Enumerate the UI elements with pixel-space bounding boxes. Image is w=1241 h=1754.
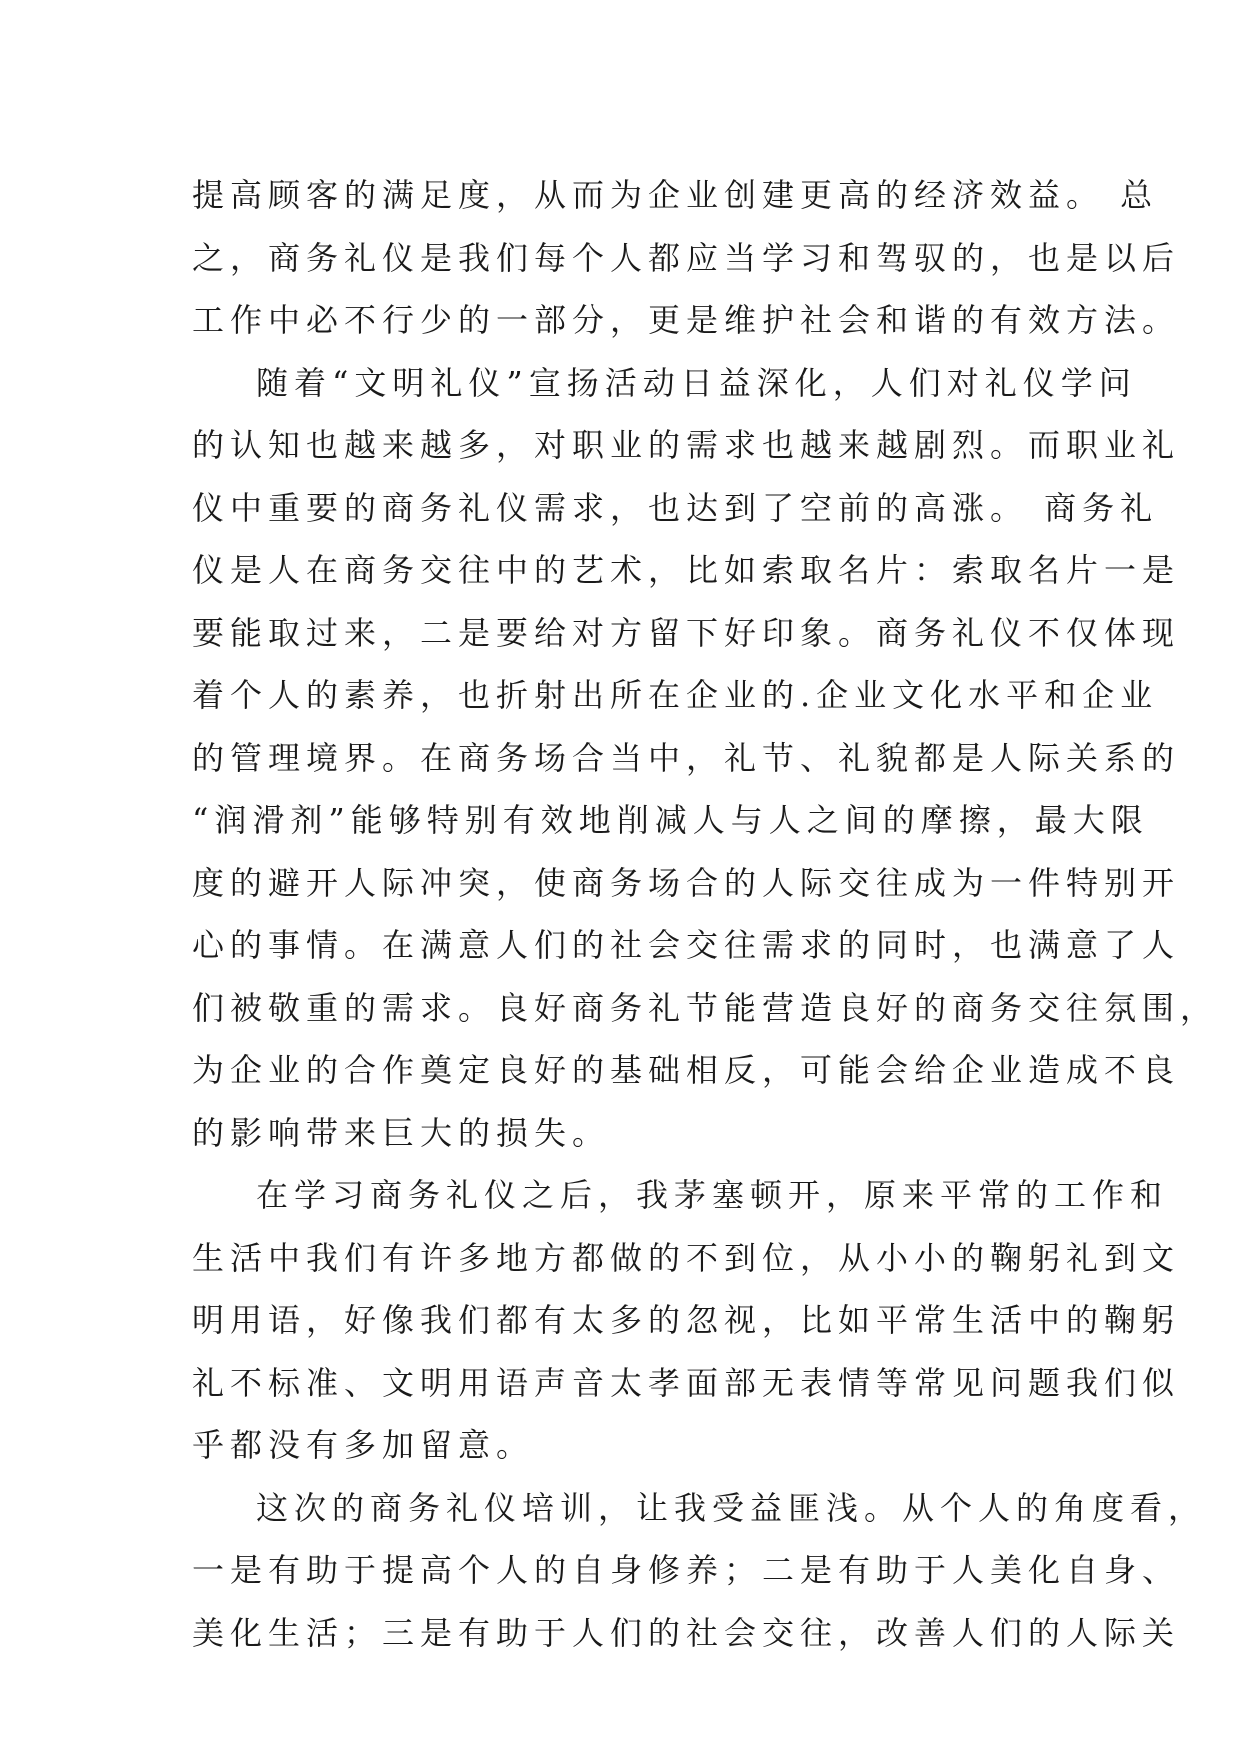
text-line: 要能取过来，二是要给对方留下好印象。商务礼仪不仅体现 — [192, 613, 1181, 652]
text-line: 这次的商务礼仪培训，让我受益匪浅。从个人的角度看， — [256, 1488, 1207, 1527]
text-line: 乎都没有多加留意。 — [192, 1426, 535, 1464]
text-line: 仪中重要的商务礼仪需求，也达到了空前的高涨。 商务礼 — [192, 488, 1159, 527]
text-line: 礼不标准、文明用语声音太孝面部无表情等常见问题我们似 — [192, 1363, 1181, 1402]
paragraph-4 — [192, 1477, 1207, 1665]
text-line: 提高顾客的满足度，从而为企业创建更高的经济效益。 总 — [192, 176, 1159, 214]
text-line: 们被敬重的需求。良好商务礼节能营造良好的商务交往氛围， — [192, 988, 1219, 1027]
text-line: 心的事情。在满意人们的社会交往需求的同时，也满意了人 — [192, 926, 1181, 964]
paragraph-3 — [192, 1164, 1181, 1477]
text-line: 美化生活；三是有助于人们的社会交往，改善人们的人际关 — [192, 1613, 1181, 1652]
text-line: 之，商务礼仪是我们每个人都应当学习和驾驭的，也是以后 — [192, 238, 1181, 277]
text-line: 明用语，好像我们都有太多的忽视，比如平常生活中的鞠躬 — [192, 1301, 1181, 1339]
text-line: 仪是人在商务交往中的艺术，比如索取名片：索取名片一是 — [192, 551, 1181, 589]
document-body — [192, 164, 1219, 1664]
text-line: 在学习商务礼仪之后，我茅塞顿开，原来平常的工作和 — [256, 1176, 1169, 1214]
text-line: 着个人的素养，也折射出所在企业的.企业文化水平和企业 — [192, 676, 1159, 714]
text-line: 为企业的合作奠定良好的基础相反，可能会给企业造成不良 — [192, 1051, 1181, 1089]
paragraph-1 — [192, 164, 1181, 352]
text-line: 的影响带来巨大的损失。 — [192, 1113, 611, 1152]
text-line: 生活中我们有许多地方都做的不到位，从小小的鞠躬礼到文 — [192, 1238, 1181, 1277]
paragraph-2 — [192, 352, 1219, 1165]
text-line: “润滑剂”能够特别有效地削减人与人之间的摩擦，最大限 — [192, 801, 1149, 839]
text-line: 工作中必不行少的一部分，更是维护社会和谐的有效方法。 — [192, 301, 1181, 339]
text-line: 度的避开人际冲突，使商务场合的人际交往成为一件特别开 — [192, 863, 1181, 902]
text-line: 一是有助于提高个人的自身修养；二是有助于人美化自身、 — [192, 1551, 1181, 1589]
text-line: 随着“文明礼仪”宣扬活动日益深化，人们对礼仪学问 — [256, 363, 1137, 402]
text-line: 的管理境界。在商务场合当中，礼节、礼貌都是人际关系的 — [192, 738, 1181, 777]
text-line: 的认知也越来越多，对职业的需求也越来越剧烈。而职业礼 — [192, 426, 1181, 464]
